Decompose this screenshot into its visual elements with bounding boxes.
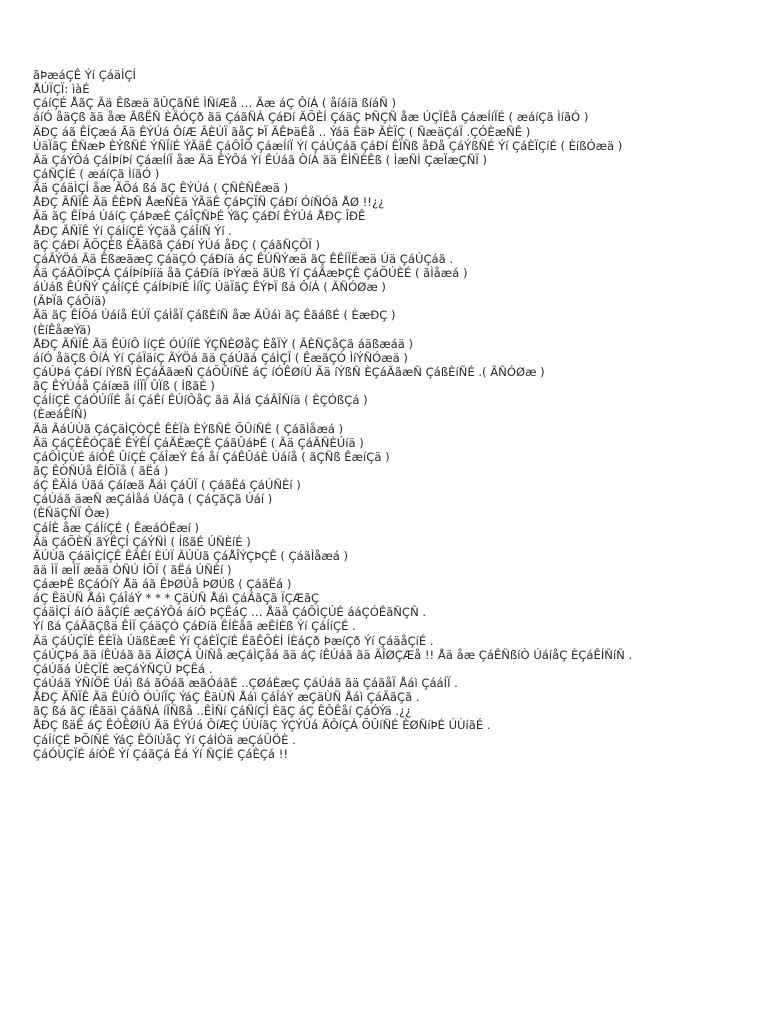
text-line [33, 832, 733, 846]
text-line: ÅÐÇ ÃÑÏÊ Ãä ÊÈÞÑ ÅæÑÈä ÝÃäÊ ÇáÞÇÏÑ ÇáÐí ÓíÑÓã ÅØ !!¿¿ [33, 195, 385, 210]
text-line [33, 888, 733, 902]
text-line: ãä ÌÏ æÌÏ æãä ÒÑÚ ÍÕÏ ( ãËá ÚÑÈí ) [33, 562, 232, 577]
text-line: Ãä ÇáÝÔá ÇáÍÞíÞí ÇáæÍíÏ åæ Ãä ÊÝÔá Ýí ÊÚáã ÔíÁ ãä ÊÌÑÈÊß ( ÌæÑÌ ÇæÏæÇÑÏ ) [33, 152, 488, 167]
text-line: Ãä ÇáÇÈÊÓÇãÉ ÊÝÊÍ ÇáÃÈæÇÈ ÇáãÛáÞÉ ( Ãä ÇáÃÑÈÚíä ) [33, 435, 364, 450]
text-line: Ãä ÇáÚÇÏÉ ÊÈÏà ÚäßÈæÊ Ýí ÇáÈÏÇíÉ ËãÊÕÈÍ ÍÈáÇð ÞæíÇð Ýí ÇáäåÇíÉ . [33, 633, 434, 648]
text-line [33, 803, 733, 817]
text-line: Ãä ÃáÚÙã ÇáÇäÌÇÒÇÊ ÊÈÏà ÈÝßÑÉ ÕÛíÑÉ ( ÇáãÌåæá ) [33, 421, 344, 436]
text-line: ÇáÑÇÍÉ ( æáíÇã ÌíãÓ ) [33, 166, 160, 181]
text-line: ÇáÍíÇÉ ÇáÓÚíÏÉ åí ÇáÊí ÊÚíÔåÇ ãä ÃÌá ÇáÂÎÑíä ( ÈÇÓßÇá ) [33, 393, 368, 408]
text-line: ÅÐÇ ÃÑÏÊ Ãä ÊÚíÔ ÓÚíÏÇ ÝáÇ ÊäÙÑ Åáì ÇáÎáÝ æÇäÙÑ Åáì ÇáÃãÇã . [33, 690, 420, 705]
document-author: ÅÚÏÇÏ: ìàÉ [33, 82, 90, 97]
text-line: ÅÐÇ ÃÑÏÊ Ãä ÊÚíÔ ÍíÇÉ ÓÚíÏÉ ÝÇÑÈØåÇ ÈåÏÝ ( ÃÈÑÇåÇã áäßæáä ) [33, 336, 414, 351]
text-line: ÇáíÇÉ ÅãÇ Ãä Êßæä ãÛÇãÑÉ ÌÑíÆå … Ãæ áÇ ÔíÁ ( åíáíä ßíáÑ ) [33, 96, 397, 111]
text-line [33, 817, 733, 831]
text-line [33, 860, 733, 874]
text-line [33, 945, 733, 959]
text-line: (ÃÞÏã ÇáÕíä) [33, 294, 106, 309]
text-line: áÇ ÊäÙÑ Åáì ÇáÎáÝ * * * ÇäÙÑ Åáì ÇáÃãÇã ÏÇÆãÇ [33, 591, 320, 606]
text-line: Ýí ßá ÇáÃãÇßä ÊÌÏ ÇáäÇÓ ÇáÐíä ÊÍÈåã æÊÍÈß Ýí ÇáÍíÇÉ . [33, 619, 356, 634]
text-line [33, 931, 733, 945]
text-line: ÅÐÇ ßäÊ áÇ ÊÓÊØíÚ Ãä ÊÝÚá ÔíÆÇ ÚÙíãÇ ÝÇÝÚá ÃÔíÇÁ ÕÛíÑÉ ÈØÑíÞÉ ÚÙíãÉ . [33, 718, 491, 733]
text-line: Ãä ãÇ ÊÍÕá Úáíå ÈÚÏ ÇáÌåÏ ÇáßÈíÑ åæ ÃÛáì ãÇ ÊãáßÉ ( ÈæÐÇ ) [33, 308, 396, 323]
document-title: ãÞæáÇÊ Ýí ÇáäÌÇÍ [33, 68, 136, 82]
text-line: ÇáæÞÊ ßÇáÓíÝ Åä áã ÊÞØÚå ÞØÚß ( ÇáãËá ) [33, 577, 292, 592]
document-body [33, 68, 733, 973]
text-line: ÇáÓÚÇÏÉ áíÓÊ Ýí ÇáãÇá Èá Ýí ÑÇÍÉ ÇáÈÇá !! [33, 746, 288, 761]
text-line: Ãä ÇáÃÕÏÞÇÁ ÇáÍÞíÞííä åã ÇáÐíä íÞÝæä ãÚß Ýí ÇáÃæÞÇÊ ÇáÕÚÈÉ ( ãÌåæá ) [33, 265, 468, 280]
text-line [33, 902, 733, 916]
text-line: ÇáäÌÇÍ áíÓ äåÇíÉ æÇáÝÔá áíÓ ÞÇÊáÇ … Åäå ÇáÔÌÇÚÉ ááÇÓÊãÑÇÑ . [33, 605, 427, 620]
text-line: ãÇ ÇáÐí ÃÕÇÈß ÈÃäßã ÇáÐí ÝÚá åÐÇ ( ÇáãÑÇÔÏ ) [33, 237, 321, 252]
text-line: ãÇ ÊÝÚáå Çáíæã íÍÏÏ ÛÏß ( ÍßãÉ ) [33, 379, 215, 394]
text-line: (ÈÑäÇÑÏ Ôæ) [33, 506, 110, 521]
text-line: ÇáÚáã äæÑ æÇáÌåá ÙáÇã ( ÇáÇãÇã Úáí ) [33, 492, 273, 507]
text-line: (ÈíÊåæÝä) [33, 322, 91, 337]
text-line: ãÇ ÊÒÑÚå ÊÍÕÏå ( ãËá ) [33, 463, 169, 478]
text-line: ÃÚÙã ÇáäÌÇÍÇÊ ÊÃÊí ÈÚÏ ÃÚÙã ÇáÅÎÝÇÞÇÊ ( ÇáãÌåæá ) [33, 548, 349, 563]
text-line: ÇáÚáã ÝÑíÖÉ Úáì ßá ãÓáã æãÓáãÉ ..ÇØáÈæÇ ÇáÚáã ãä ÇáãåÏ Åáì ÇááÍÏ . [33, 676, 458, 691]
text-line: Ãä ãÇ ÊÍÞá ÚáíÇ ÇáÞæÉ ÇáÎÇÑÞÉ ÝãÇ ÇáÐí ÊÝÚá ÅÐÇ ÎÐÊ [33, 209, 366, 224]
text-line: ÃÐÇ áã ÊÍÇæá Ãä ÊÝÚá ÔíÆ ÃÈÚÏ ãåÇ ÞÏ ÃÊÞäÊå .. Ýáä ÊäÞ ÃÈÏÇ ( ÑæäÇáÏ .ÇÓÈæÑÊ ) [33, 124, 531, 139]
text-line [33, 846, 733, 860]
text-line: áíÓ åäÇß ÔíÁ Ýí ÇáÏäíÇ ÃÝÖá ãä ÇáÚãá ÇáÌÇÏ ( ÊæãÇÓ ÌíÝÑÓæä ) [33, 350, 408, 365]
text-line: áÇ ÊÄÌá Úãá Çáíæã Åáì ÇáÛÏ ( ÇáãËá ÇáÚÑÈí ) [33, 478, 301, 493]
text-line: Ãä ÇáäÌÇÍ åæ ÃÕá ßá ãÇ ÊÝÚá ( ÇÑÈÑÊæä ) [33, 181, 289, 196]
text-line [33, 959, 733, 973]
text-line: Ãä ÇáÕÈÑ ãÝÊÇÍ ÇáÝÑÌ ( ÍßãÉ ÚÑÈíÉ ) [33, 534, 251, 549]
text-line: (ÈæáÊíÑ) [33, 407, 88, 422]
text-line: ÇáÔÌÇÚÉ áíÓÊ ÛíÇÈ ÇáÎæÝ Èá åí ÇáÊÛáÈ Úáíå ( ãÇÑß ÊæíÇä ) [33, 449, 390, 464]
text-line: áÚáß ÊÚÑÝ ÇáÍíÇÉ ÇáÍÞíÞíÉ ÌíÏÇ ÚäÏãÇ ÊÝÞÏ ßá ÔíÁ ( ÃÑÓØæ ) [33, 280, 386, 295]
text-line [33, 789, 733, 803]
text-line [33, 775, 733, 789]
text-line [33, 916, 733, 930]
text-line: ÇáÚÇÞá ãä íÊÚáã ãä ÃÎØÇÁ ÛíÑå æÇáÌÇåá ãä áÇ íÊÚáã ãä ÃÎØÇÆå !! Åä åæ ÇáÊÑßíÒ ÚáíåÇ ÈÇáÊÍÑíÑ . [33, 647, 633, 662]
text-line: ÇáÚÞá ÇáÐí íÝßÑ ÈÇáÃãæÑ ÇáÕÛíÑÉ áÇ íÓÊØíÚ Ãä íÝßÑ ÈÇáÃãæÑ ÇáßÈíÑÉ .( ÃÑÓØæ ) [33, 364, 545, 379]
text-line: ÚäÏãÇ ÊÑæÞ ÈÝßÑÉ ÝÑÏíÉ ÝÃäÊ ÇáÔÎÕ ÇáæÍíÏ Ýí ÇáÚÇáã ÇáÐí ÊÏÑß åÐå ÇáÝßÑÉ Ýí ÇáÈÏÇíÉ ( ÈíßÓæä ) [33, 138, 623, 153]
text-line: ãÇ ßá ãÇ íÊãäì ÇáãÑÁ íÏÑßå ..ÊÌÑí ÇáÑíÇÍ ÈãÇ áÇ ÊÔÊåí ÇáÓÝä .¿¿ [33, 704, 412, 719]
text-line [33, 874, 733, 888]
text-line: ÅÐÇ ÃÑÏÊ Ýí ÇáÍíÇÉ ÝÇäå ÇáÎíÑ Ýí . [33, 223, 232, 238]
text-line: ÇáÃÝÖá Ãä ÊßæäæÇ ÇáäÇÓ ÇáÐíä áÇ ÊÚÑÝæä ãÇ ÊÊÍÏËæä Úä ÇáÚÇáã . [33, 251, 454, 266]
text-line [33, 761, 733, 775]
text-line: áíÓ åäÇß ãä åæ ÃßËÑ ÈÄÓÇð ãä ÇáãÑÁ ÇáÐí ÃÕÈÍ ÇáäÇ ÞÑÇÑ åæ ÚÇÏÊå ÇáæÍíÏÉ ( æáíÇã ÌíãÓ ) [33, 110, 589, 125]
text-line: ÇáÍÈ åæ ÇáÍíÇÉ ( ÊæáÓÊæí ) [33, 520, 200, 535]
text-line: ÇáÍíÇÉ ÞÕíÑÉ ÝáÇ ÊÖíÚåÇ Ýí ÇáÍÒä æÇáÛÖÈ . [33, 732, 296, 747]
text-line: ÇáÚãá ÚÈÇÏÉ æÇáÝÑÇÛ ÞÇÊá . [33, 661, 213, 676]
